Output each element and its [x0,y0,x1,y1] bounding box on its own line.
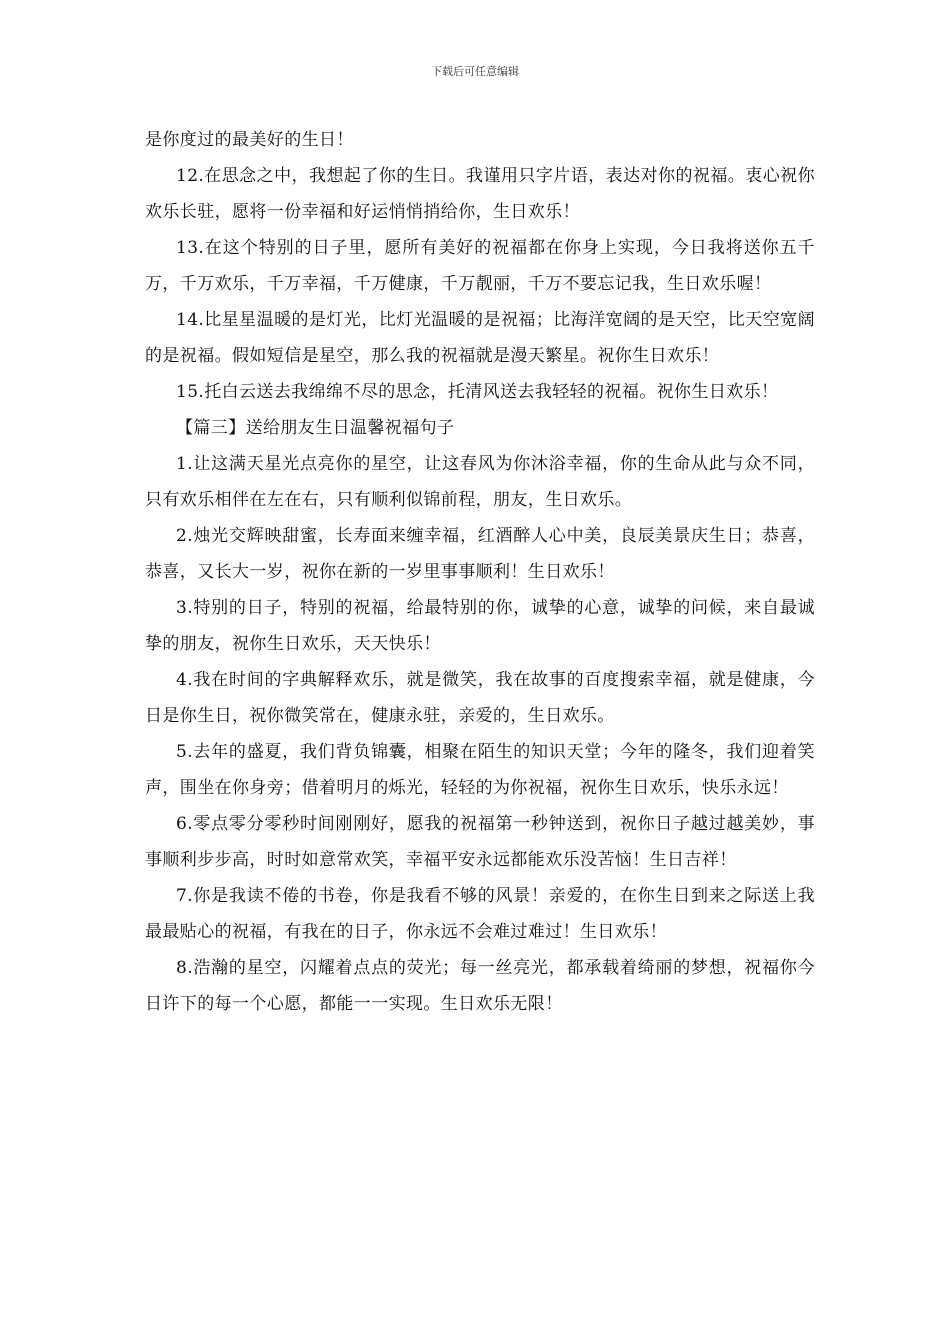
wish-item-2: 2.烛光交辉映甜蜜，长寿面来缠幸福，红酒醉人心中美，良辰美景庆生日；恭喜，恭喜，又长大一岁，祝你在新的一岁里事事顺利！生日欢乐！ [145,526,815,582]
page-header-note: 下载后可任意编辑 [431,65,519,78]
wish-item-3: 3.特别的日子，特别的祝福，给最特别的你，诚挚的心意，诚挚的问候，来自最诚挚的朋友，祝你生日欢乐，天天快乐！ [145,598,815,654]
section-heading: 【篇三】送给朋友生日温馨祝福句子 [176,418,455,438]
wish-item-15: 15.托白云送去我绵绵不尽的思念，托清风送去我轻轻的祝福。祝你生日欢乐！ [176,382,779,402]
wish-item-12: 12.在思念之中，我想起了你的生日。我谨用只字片语，表达对你的祝福。衷心祝你欢乐长驻，愿将一份幸福和好运悄悄捎给你，生日欢乐！ [145,166,815,222]
wish-item-4: 4.我在时间的字典解释欢乐，就是微笑，我在故事的百度搜索幸福，就是健康，今日是你生日，祝你微笑常在，健康永驻，亲爱的，生日欢乐。 [145,670,815,726]
wish-item-14: 14.比星星温暖的是灯光，比灯光温暖的是祝福；比海洋宽阔的是天空，比天空宽阔的是祝福。假如短信是星空，那么我的祝福就是漫天繁星。祝你生日欢乐！ [145,310,815,366]
wish-item-8: 8.浩瀚的星空，闪耀着点点的荧光；每一丝亮光，都承载着绮丽的梦想，祝福你今日许下的每一个心愿，都能一一实现。生日欢乐无限！ [145,958,815,1014]
document-body [145,122,815,1022]
wish-item-6: 6.零点零分零秒时间刚刚好，愿我的祝福第一秒钟送到，祝你日子越过越美妙，事事顺利步步高，时时如意常欢笑，幸福平安永远都能欢乐没苦恼！生日吉祥！ [145,814,815,870]
wish-item-1: 1.让这满天星光点亮你的星空，让这春风为你沐浴幸福，你的生命从此与众不同，只有欢乐相伴在左在右，只有顺利似锦前程，朋友，生日欢乐。 [145,454,815,510]
wish-item-7: 7.你是我读不倦的书卷，你是我看不够的风景！亲爱的，在你生日到来之际送上我最最贴心的祝福，有我在的日子，你永远不会难过难过！生日欢乐！ [145,886,815,942]
wish-item-5: 5.去年的盛夏，我们背负锦囊，相聚在陌生的知识天堂；今年的隆冬，我们迎着笑声，围坐在你身旁；借着明月的烁光，轻轻的为你祝福，祝你生日欢乐，快乐永远！ [145,742,815,798]
wish-item-13: 13.在这个特别的日子里，愿所有美好的祝福都在你身上实现，今日我将送你五千万，千万欢乐，千万幸福，千万健康，千万靓丽，千万不要忘记我，生日欢乐喔！ [145,238,815,294]
paragraph-continuation: 是你度过的最美好的生日！ [145,130,354,150]
